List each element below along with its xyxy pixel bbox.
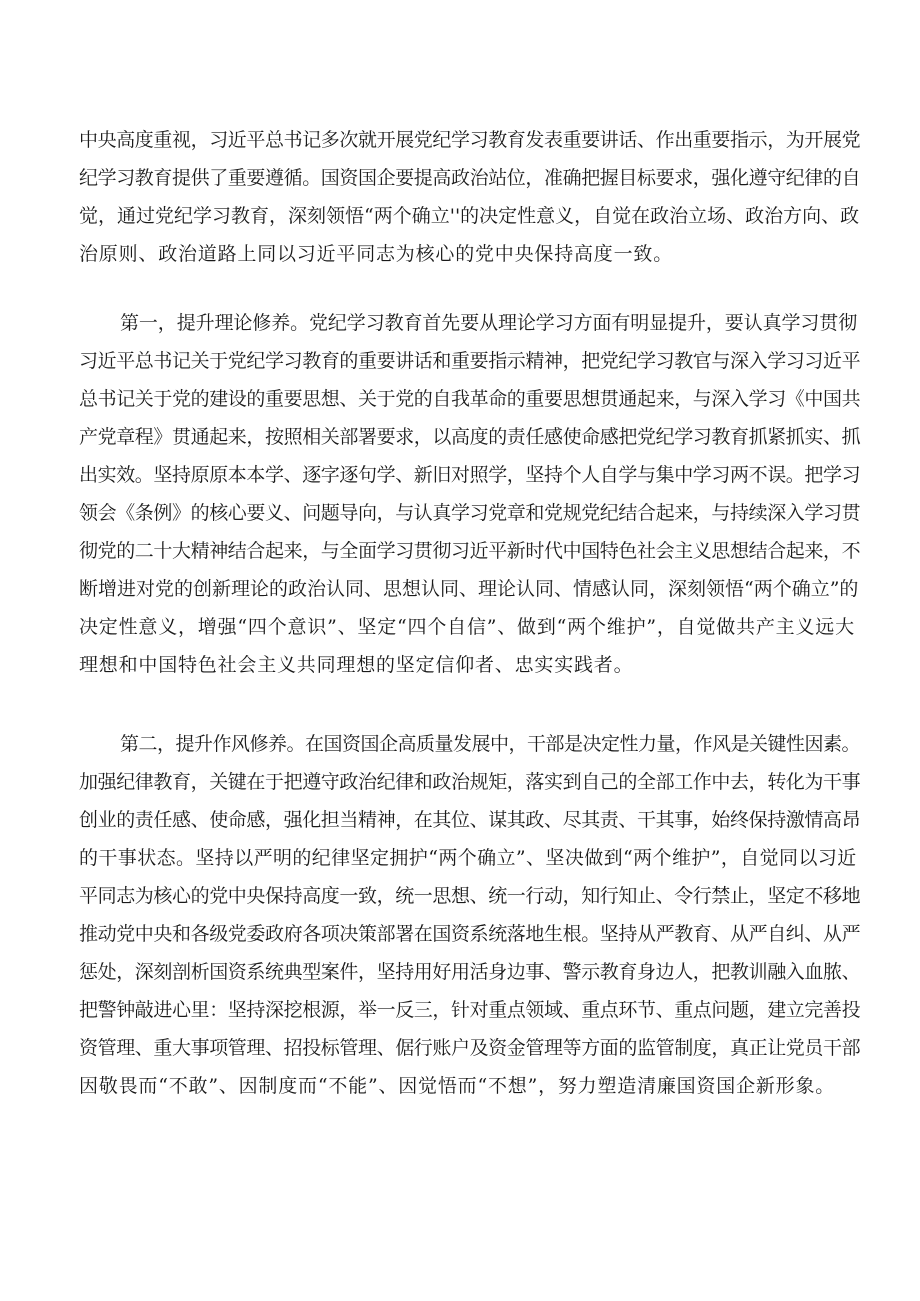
paragraph-2-line-4: 产党章程》贯通起来，按照相关部署要求，以高度的责任感使命感把党纪学习教育抓紧抓实、抓 <box>79 426 861 448</box>
paragraph-3-line-3: 创业的责任感、使命感，强化担当精神，在其位、谋其政、尽其责、干其事，始终保持激情高昂 <box>79 809 861 831</box>
paragraph-3-line-2: 加强纪律教育，关键在于把遵守政治纪律和政治规矩，落实到自己的全部工作中去，转化为干事 <box>79 771 861 793</box>
paragraph-2-line-5: 出实效。坚持原原本本学、逐字逐句学、新旧对照学，坚持个人自学与集中学习两不误。把学习 <box>79 464 861 486</box>
paragraph-3-line-10: 因敬畏而“不敢”、因制度而“不能”、因觉悟而“不想”，努力塑造清廉国资国企新形象。 <box>79 1075 836 1097</box>
paragraph-3-line-4: 的干事状态。坚持以严明的纪律坚定拥护“两个确立”、坚决做到“两个维护”，自觉同以习近 <box>79 847 857 869</box>
paragraph-2-line-10: 理想和中国特色社会主义共同理想的坚定信仰者、忠实实践者。 <box>79 654 634 676</box>
paragraph-1-line-3: 觉，通过党纪学习教育，深刻领悟“两个确立''的决定性意义，自觉在政治立场、政治方向、政 <box>79 205 860 227</box>
paragraph-2-line-7: 彻党的二十大精神结合起来，与全面学习贯彻习近平新时代中国特色社会主义思想结合起来，不 <box>79 540 861 562</box>
paragraph-2-line-1: 第一，提升理论修养。党纪学习教育首先要从理论学习方面有明显提升，要认真学习贯彻 <box>120 312 858 334</box>
paragraph-2-line-9: 决定性意义，增强“四个意识”、坚定“四个自信”、做到“两个维护”，自觉做共产主义远大 <box>79 616 855 638</box>
paragraph-2-line-2: 习近平总书记关于党纪学习教育的重要讲话和重要指示精神，把党纪学习教官与深入学习习近平 <box>79 350 861 372</box>
paragraph-1-line-4: 治原则、政治道路上同以习近平同志为核心的党中央保持高度一致。 <box>79 243 674 265</box>
paragraph-2-line-3: 总书记关于党的建设的重要思想、关于党的自我革命的重要思想贯通起来，与深入学习《中国共 <box>79 388 861 410</box>
paragraph-1-line-2: 纪学习教育提供了重要遵循。国资国企要提高政治站位，准确把握目标要求，强化遵守纪律的自 <box>79 167 861 189</box>
paragraph-1-line-1: 中央高度重视，习近平总书记多次就开展党纪学习教育发表重要讲话、作出重要指示，为开展党 <box>79 129 861 151</box>
paragraph-3-line-6: 推动党中央和各级党委政府各项决策部署在国资系统落地生根。坚持从严教育、从严自纠、从严 <box>79 923 861 945</box>
paragraph-3-line-7: 惩处，深刻剖析国资系统典型案件，坚持用好用活身边事、警示教育身边人，把教训融入血脓、 <box>79 961 861 983</box>
paragraph-3-line-8: 把警钟敲进心里：坚持深挖根源，举一反三，针对重点领域、重点环节、重点问题，建立完善投 <box>79 999 861 1021</box>
paragraph-2-line-6: 领会《条例》的核心要义、问题导向，与认真学习党章和党规党纪结合起来，与持续深入学习贯 <box>79 502 861 524</box>
paragraph-3-line-9: 资管理、重大事项管理、招投标管理、倨行账户及资金管理等方面的监管制度，真正让党员干部 <box>79 1037 861 1059</box>
paragraph-2-line-8: 断增进对党的创新理论的政治认同、思想认同、理论认同、情感认同，深刻领悟“两个确立”的 <box>79 578 859 600</box>
paragraph-3-line-5: 平同志为核心的党中央保持高度一致，统一思想、统一行动，知行知止、令行禁止，坚定不移地 <box>79 885 861 907</box>
paragraph-3-line-1: 第二，提升作风修养。在国资国企高质量发展中，干部是决定性力量，作风是关键性因素。 <box>120 733 861 755</box>
